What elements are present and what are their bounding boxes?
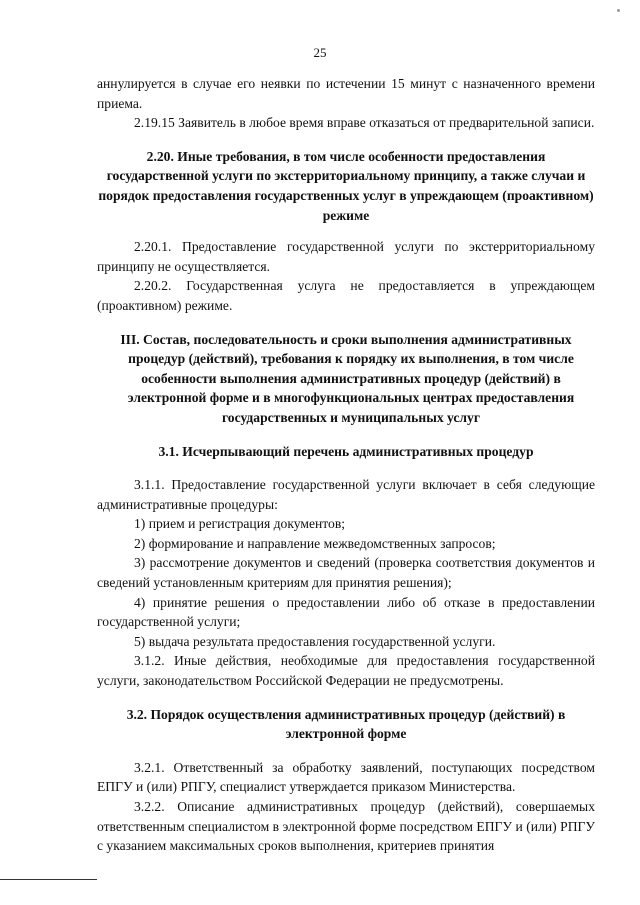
paragraph-2-19-15: 2.19.15 Заявитель в любое время вправе отказаться от предварительной записи. <box>134 115 595 131</box>
heading-section-iii: III. Состав, последовательность и сроки выполнения административных процедур (действий), требования к порядку их выполнения, в том числе особенности выполнения административных процедур (действий) в электронной форме и в многофункциональных центрах предоставления государственных и муниципальных услуг <box>120 331 575 425</box>
page-number: 25 <box>313 45 327 60</box>
heading-3-1: 3.1. Исчерпывающий перечень административных процедур <box>158 443 534 459</box>
list-item-2: 2) формирование и направление межведомственных запросов; <box>134 535 496 551</box>
paragraph-3-1-1: 3.1.1. Предоставление государственной услуги включает в себя следующие административные процедуры: <box>97 477 595 512</box>
paragraph-3-1-2: 3.1.2. Иные действия, необходимые для предоставления государственной услуги, законодательством Российской Федерации не предусмотрены. <box>97 653 595 689</box>
list-item-4: 4) принятие решения о предоставлении либо об отказе в предоставлении государственной услуги; <box>97 594 595 630</box>
heading-2-20: 2.20. Иные требования, в том числе особенности предоставления государственной услуги по экстерриториальному принципу, а также случаи и порядок предоставления государственных услуг в упреждающем (проактивном) режиме <box>98 148 594 223</box>
scan-speck <box>617 9 620 12</box>
list-item-1: 1) прием и регистрация документов; <box>134 516 346 532</box>
list-item-3: 3) рассмотрение документов и сведений (проверка соответствия документов и сведений установленным критериям для принятия решения); <box>97 555 595 591</box>
heading-3-2: 3.2. Порядок осуществления административных процедур (действий) в электронной форме <box>126 706 566 742</box>
paragraph-2-20-2: 2.20.2. Государственная услуга не предоставляется в упреждающем (проактивном) режиме. <box>97 278 595 313</box>
paragraph-continuation: аннулируется в случае его неявки по истечении 15 минут с назначенного времени приема. <box>97 76 595 111</box>
document-body <box>97 74 595 856</box>
paragraph-2-20-1: 2.20.1. Предоставление государственной услуги по экстерриториальному принципу не осуществляется. <box>97 239 595 274</box>
paragraph-3-2-1: 3.2.1. Ответственный за обработку заявлений, поступающих посредством ЕПГУ и (или) РПГУ, специалист утверждается приказом Министерства. <box>97 759 595 795</box>
footnote-separator <box>0 879 97 880</box>
paragraph-3-2-2: 3.2.2. Описание административных процедур (действий), совершаемых ответственным специалистом в электронной форме посредством ЕПГУ и (или) РПГУ с указанием максимальных сроков выполнения, критериев принятия <box>97 799 595 854</box>
list-item-5: 5) выдача результата предоставления государственной услуги. <box>134 633 496 649</box>
